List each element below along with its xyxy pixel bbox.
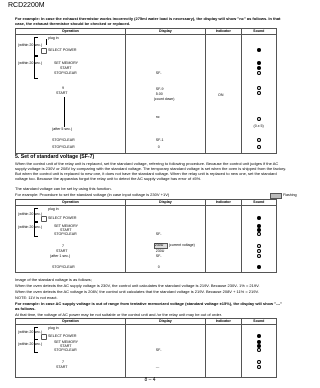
within-20-label: (within 20 sec.) (18, 43, 43, 47)
beep-off-icon (257, 117, 261, 121)
col-sound: Sound (241, 319, 276, 325)
within-20-label: (within 20 sec.) (18, 212, 43, 216)
beep-off-icon (257, 244, 261, 248)
stop-clear-label: STOP/CLEAR (54, 348, 77, 352)
model-number: RCD2200M (8, 2, 45, 9)
select-power-label: SELECT POWER (48, 48, 77, 52)
within-20-label-2: (within 20 sec.) (18, 342, 43, 346)
select-power-label: SELECT POWER (48, 334, 77, 338)
beep-off-icon (257, 348, 261, 352)
beep-off-icon (257, 232, 261, 236)
out-of-range-line: At that time, the voltage of AC power may be not suitable or the control unit and /or the relay unit may be out of order. (15, 312, 223, 317)
standard-voltage-table (15, 199, 277, 273)
set-memory-label: SET MEMORY (54, 340, 79, 344)
key-nine: 9 (62, 86, 64, 90)
col-operation: Operation (16, 319, 126, 325)
beep-on-icon (257, 216, 261, 220)
beep-off-icon (257, 138, 261, 142)
beep-on-icon (257, 48, 261, 52)
plug-in-label: plug in (48, 326, 59, 330)
beep-on-icon (257, 61, 261, 65)
within-20-label-2: (within 20 sec.) (18, 225, 43, 229)
section-body: When the control unit of the relay unit is replaced, set the standard voltage, referring to following procedure. Because the control unit judges if the AC supply voltage is 230V or 208V by comparing with the standard voltage. The temporary standard voltage is set when the oven is shipped from the factory. But when the control unit is replaced to new one, it does not have the standard voltage. When the relay unit is replaced to new one, set the standard voltage too. Because the apparatus forgot the relay unit to detect the AC supply voltage has error of ±5%. (15, 161, 287, 181)
stop-clear-label: STOP/CLEAR (54, 232, 77, 236)
within-20-label: (within 20 sec.) (18, 330, 43, 334)
section-note-2: For example: Procedure to set the standard voltage (in case input voltage is 230V +1V) (15, 192, 170, 197)
start-label: START (60, 66, 72, 70)
stop-clear-label-2: STOP/CLEAR (52, 138, 75, 142)
voltage-note: NOTE: 11V is not exact. (15, 295, 58, 300)
beep-off-icon (257, 365, 261, 369)
section-title: 5. Set of standard voltage (SF-7) (15, 154, 95, 160)
display-cell (125, 325, 205, 378)
beep-off-icon (257, 360, 261, 364)
indicator-cell (206, 35, 242, 154)
beep-off-icon (257, 86, 261, 90)
start-label: START (60, 228, 72, 232)
indicator-cell (206, 206, 242, 273)
after-1-label: (after 1 sec.) (50, 254, 71, 258)
select-power-key[interactable] (41, 216, 47, 222)
stop-clear-label-2: STOP/CLEAR (52, 265, 75, 269)
flashing-legend-label: Flashing (283, 193, 297, 197)
col-operation: Operation (16, 200, 126, 206)
col-display: Display (125, 29, 205, 35)
indicator-cell (206, 325, 242, 378)
voltage-line-1: When the oven detects the AC supply voltage is 230V, the control unit calculates the standard voltage is 219V. Because 230V- 1% = 219V. (15, 283, 260, 288)
display-countdown: (count down) (153, 97, 175, 101)
plug-in-label: plug in (48, 207, 59, 211)
display-nc: nc (155, 115, 160, 119)
col-sound: Sound (241, 29, 276, 35)
display-sf-1: SF-1 (155, 138, 164, 142)
col-sound: Sound (241, 200, 276, 206)
down-arrow (46, 39, 47, 45)
voltage-line-2: When the oven detects the AC voltage is 208V, the control unit calculates that the standard voltage is 219V. Because 208V + 11% = 219V. (15, 289, 259, 294)
intro-example: For example: In case the exhaust thermistor works incorrectly (275ml water load is necessary), the display will show "nc" as follows. In that case, the exhaust thermistor should be checked or replaced. (15, 16, 281, 26)
wait-arrow (64, 97, 65, 127)
within-20-label-2: (within 20 sec.) (18, 61, 43, 65)
display-zero: 0 (157, 265, 160, 269)
start-label-2: START (56, 91, 68, 95)
current-voltage-label: (current voltage) (168, 243, 195, 247)
start-label-2: START (56, 365, 68, 369)
col-display: Display (125, 319, 205, 325)
timing-brace-2 (34, 55, 38, 79)
thermistor-procedure-table (15, 28, 277, 154)
sound-note: (0.x 5) (253, 124, 264, 128)
start-label-2: START (56, 249, 68, 253)
beep-on-icon (257, 265, 261, 269)
stop-clear-label: STOP/CLEAR (54, 71, 77, 75)
beep-off-icon (257, 145, 261, 149)
section-note-1: The standard voltage can be set by using this function. (15, 186, 112, 191)
display-sf-dash: SF- (155, 232, 162, 236)
display-zero: 0 (157, 145, 160, 149)
select-power-key[interactable] (41, 334, 47, 340)
display-time: 5.00 (155, 92, 163, 96)
operation-cell (16, 35, 126, 154)
plug-in-label: plug in (48, 36, 59, 40)
sound-cell (241, 325, 276, 378)
out-of-range-example: For example: In case AC supply voltage is out of range from tentative memorized voltage (standard voltage ±15%), the display will show "---" as follows. (15, 301, 283, 311)
col-operation: Operation (16, 29, 126, 35)
set-memory-label: SET MEMORY (54, 61, 79, 65)
display-sf-dash: SF- (155, 348, 162, 352)
sound-cell (241, 35, 276, 154)
display-230v-2: 230U (155, 249, 165, 253)
after-5-label: (after 5 sec.) (52, 127, 73, 131)
display-230v: 230U (154, 243, 164, 247)
operation-cell (16, 206, 126, 273)
select-power-key[interactable] (41, 48, 47, 54)
col-indicator: Indicator (206, 29, 242, 35)
key-seven: 7 (62, 360, 64, 364)
select-power-label: SELECT POWER (48, 216, 77, 220)
display-dashes: --- (155, 365, 160, 369)
operation-cell (16, 325, 126, 378)
timing-brace (34, 37, 38, 57)
stop-clear-label-3: STOP/CLEAR (52, 145, 75, 149)
display-cell (125, 206, 205, 273)
start-label: START (60, 344, 72, 348)
beep-on-icon (257, 66, 261, 70)
set-memory-label: SET MEMORY (54, 224, 79, 228)
out-of-range-table (15, 318, 277, 378)
sound-cell (241, 206, 276, 273)
key-seven: 7 (62, 244, 64, 248)
flashing-legend-swatch (270, 193, 282, 199)
indicator-on: ON (218, 93, 224, 97)
image-note: Image of the standard voltage is as follows; (15, 277, 92, 282)
beep-off-icon (257, 254, 261, 258)
col-display: Display (125, 200, 205, 206)
beep-off-icon (257, 249, 261, 253)
beep-on-icon (257, 334, 261, 338)
display-sf-dash: SF- (155, 71, 162, 75)
col-indicator: Indicator (206, 319, 242, 325)
display-sf: SF- (155, 254, 162, 258)
page-number: 8 – 4 (144, 377, 156, 383)
display-sf-9: SF-9 (155, 87, 164, 91)
col-indicator: Indicator (206, 200, 242, 206)
beep-off-icon (257, 71, 261, 75)
timing-brace-2 (34, 221, 38, 237)
beep-off-icon (257, 91, 261, 95)
display-cell (125, 35, 205, 154)
